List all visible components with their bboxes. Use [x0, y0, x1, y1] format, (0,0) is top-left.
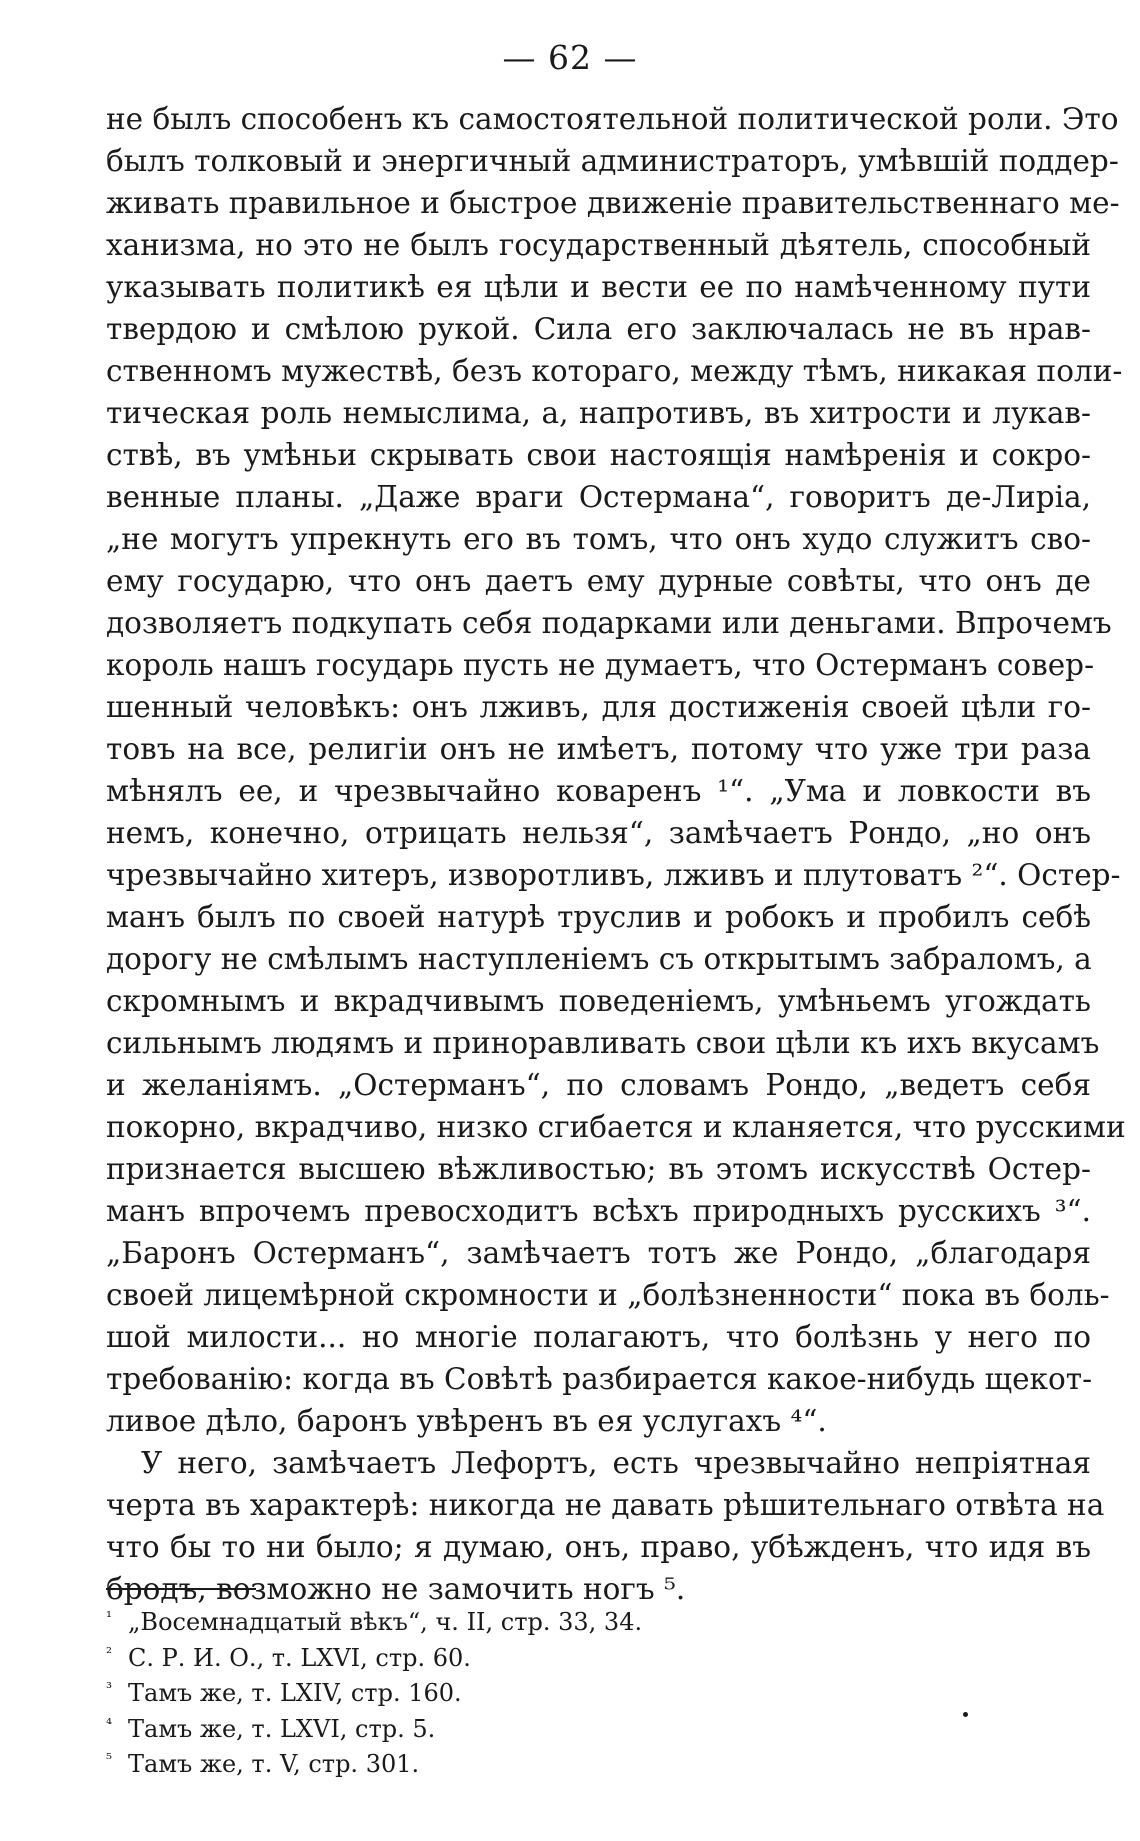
text-line: и желаніямъ. „Остерманъ“, по словамъ Рондо, „ведетъ себя: [106, 1068, 1091, 1102]
footnote: [106, 1707, 806, 1743]
text-line: ливое дѣло, баронъ увѣренъ въ ея услугахъ ⁴“.: [106, 1404, 827, 1438]
footnote-text: Тамъ же, т. LXVI, стр. 5.: [128, 1714, 436, 1743]
footnote: [106, 1671, 806, 1707]
footnotes: [106, 1600, 806, 1778]
text-line: покорно, вкрадчиво, низко сгибается и кланяется, что русскими: [106, 1110, 1126, 1144]
page-number: — 62 —: [502, 38, 638, 77]
text-line: скромнымъ и вкрадчивымъ поведеніемъ, умѣньемъ угождать: [106, 984, 1091, 1018]
text-line: черта въ характерѣ: никогда не давать рѣшительнаго отвѣта на: [106, 1488, 1105, 1522]
text-line: бродъ, возможно не замочить ногъ ⁵.: [106, 1572, 686, 1606]
footnote-text: Тамъ же, т. V, стр. 301.: [128, 1750, 420, 1778]
footnote: [106, 1600, 806, 1636]
text-line: требованію: когда въ Совѣтѣ разбирается какое-нибудь щекот-: [106, 1362, 1093, 1396]
footnote-text: С. Р. И. О., т. LXVI, стр. 60.: [128, 1643, 471, 1672]
footnote: [106, 1636, 806, 1672]
text-line: венные планы. „Даже враги Остермана“, говоритъ де-Лиріа,: [106, 480, 1091, 514]
footnote: [106, 1742, 806, 1778]
text-line: шой милости... но многіе полагаютъ, что болѣзнь у него по: [106, 1320, 1091, 1354]
text-line: признается высшею вѣжливостью; въ этомъ искусствѣ Остер-: [106, 1152, 1091, 1186]
paragraph-2: [106, 1442, 1105, 1610]
text-line: твердою и смѣлою рукой. Сила его заключалась не въ нрав-: [106, 312, 1091, 346]
text-line: дозволяетъ подкупать себя подарками или деньгами. Впрочемъ: [106, 606, 1112, 640]
body-text: [106, 98, 1126, 1610]
text-line: ственномъ мужествѣ, безъ котораго, между тѣмъ, никакая поли-: [106, 354, 1123, 388]
text-line: товъ на все, религіи онъ не имѣетъ, потому что уже три раза: [106, 732, 1091, 766]
footnote-mark: ⁴: [106, 1714, 113, 1733]
text-line: манъ впрочемъ превосходитъ всѣхъ природныхъ русскихъ ³“.: [106, 1194, 1091, 1228]
text-line: манъ былъ по своей натурѣ труслив и робокъ и пробилъ себѣ: [106, 900, 1091, 934]
text-line: немъ, конечно, отрицать нельзя“, замѣчаетъ Рондо, „но онъ: [106, 816, 1091, 850]
footnote-mark: ⁵: [106, 1750, 113, 1768]
footnote-text: „Восемнадцатый вѣкъ“, ч. II, стр. 33, 34.: [128, 1608, 643, 1636]
footnote-mark: ²: [106, 1643, 113, 1662]
text-line: тическая роль немыслима, а, напротивъ, въ хитрости и лукав-: [106, 396, 1091, 430]
ink-speck: [963, 1712, 968, 1717]
text-line: шенный человѣкъ: онъ лживъ, для достиженія своей цѣли го-: [106, 690, 1091, 724]
text-line: ему государю, что онъ даетъ ему дурные совѣты, что онъ де: [106, 564, 1091, 598]
text-line: чрезвычайно хитеръ, изворотливъ, лживъ и плутоватъ ²“. Остер-: [106, 858, 1121, 892]
paragraph-1: [106, 98, 1126, 1442]
footnote-mark: ³: [106, 1679, 113, 1697]
text-line: „Баронъ Остерманъ“, замѣчаетъ тотъ же Рондо, „благодаря: [106, 1236, 1091, 1270]
text-line: былъ толковый и энергичный администраторъ, умѣвшій поддер-: [106, 144, 1119, 178]
text-line: дорогу не смѣлымъ наступленіемъ съ открытымъ забраломъ, а: [106, 942, 1092, 976]
text-line: не былъ способенъ къ самостоятельной политической роли. Это: [106, 102, 1119, 136]
text-line: король нашъ государь пусть не думаетъ, что Остерманъ совер-: [106, 648, 1095, 682]
footnote-text: Тамъ же, т. LXIV, стр. 160.: [128, 1679, 462, 1707]
text-line: указывать политикѣ ея цѣли и вести ее по намѣченному пути: [106, 270, 1091, 304]
text-line: „не могутъ упрекнуть его въ томъ, что онъ худо служитъ сво-: [106, 522, 1091, 556]
footnote-mark: ¹: [106, 1608, 113, 1626]
text-line: своей лицемѣрной скромности и „болѣзненности“ пока въ боль-: [106, 1278, 1110, 1312]
text-line: живать правильное и быстрое движеніе правительственнаго ме-: [106, 186, 1120, 220]
footnote-divider: [106, 1588, 256, 1590]
text-line: мѣнялъ ее, и чрезвычайно коваренъ ¹“. „Ума и ловкости въ: [106, 774, 1091, 808]
text-line: ханизма, но это не былъ государственный дѣятель, способный: [106, 228, 1091, 262]
text-line: сильнымъ людямъ и приноравливать свои цѣли къ ихъ вкусамъ: [106, 1026, 1100, 1060]
text-line: что бы то ни было; я думаю, онъ, право, убѣжденъ, что идя въ: [106, 1530, 1091, 1564]
text-line: ствѣ, въ умѣньи скрывать свои настоящія намѣренія и сокро-: [106, 438, 1091, 472]
text-line: У него, замѣчаетъ Лефортъ, есть чрезвычайно непріятная: [141, 1446, 1091, 1480]
